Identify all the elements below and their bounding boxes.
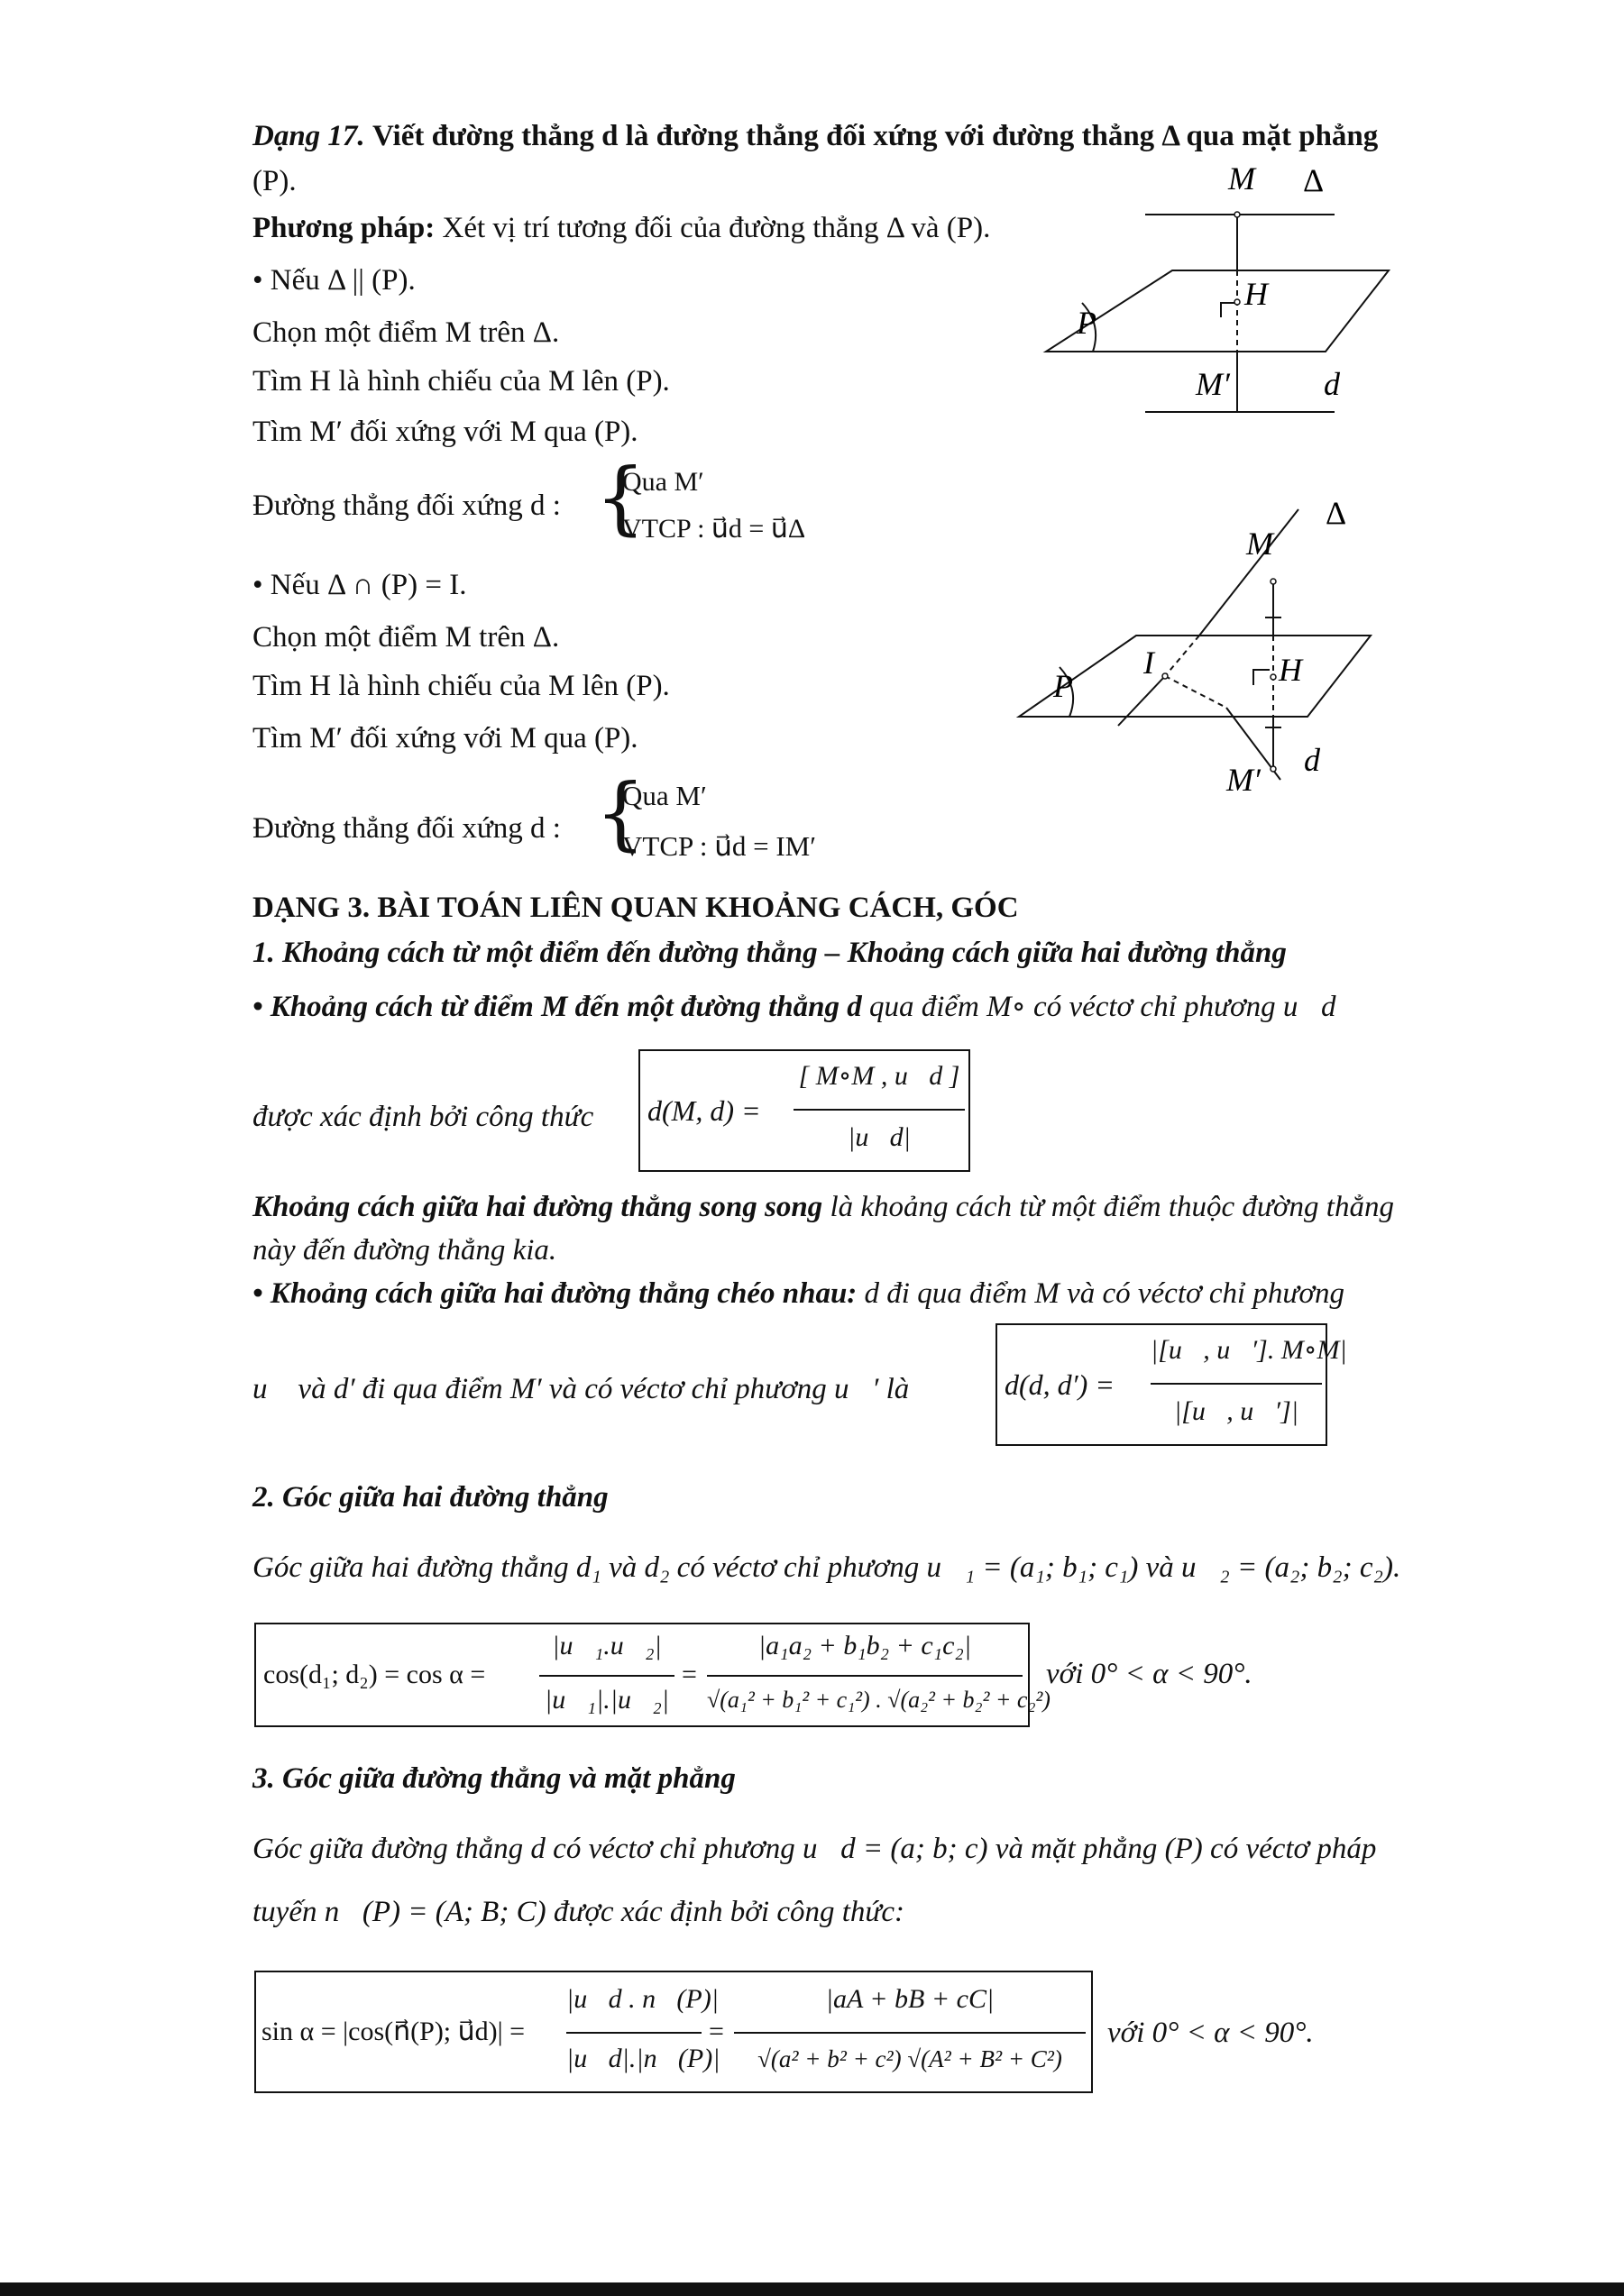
label-M-fig2: M (1246, 526, 1273, 562)
right-angle-mark-fig1 (1221, 303, 1235, 317)
section2-title: 2. Góc giữa hai đường thẳng (252, 1481, 609, 1514)
f4-numerator1: |u⃗d . n⃗(P)| (566, 1984, 719, 2014)
case2-head: • Nếu Δ ∩ (P) = I. (252, 569, 467, 601)
f2-lhs: d(d, d′) = (1005, 1368, 1115, 1401)
label-Mprime-fig1: M′ (1196, 366, 1230, 402)
s1-paragraph5 (252, 1275, 1344, 1313)
f3-denominator1: |u⃗₁|.|u⃗₂| (544, 1685, 670, 1715)
section3-title: 3. Góc giữa đường thẳng và mặt phẳng (252, 1762, 736, 1795)
label-I-fig2: I (1143, 645, 1154, 681)
case1-line2: Tìm H là hình chiếu của M lên (P). (252, 365, 670, 398)
f3-condition: với 0° < α < 90°. (1046, 1658, 1252, 1690)
f4-numerator2: |aA + bB + cC| (825, 1984, 995, 2014)
s1-paragraph3 (252, 1188, 1394, 1226)
dang17-title-cont: (P). (252, 165, 297, 197)
formula-angle-two-lines: cos(d₁; d₂) = cos α = |u⃗₁.u⃗₂| |u⃗₁|.|u⃗₂| = |a₁a₂ + b₁b₂ + c₁c₂| √(a₁² + b₁² + c₁²) . √(a₂² + b₂² + c₂²) (254, 1623, 1030, 1727)
f4-denominator1: |u⃗d|.|n⃗(P)| (566, 2044, 720, 2073)
method-label: Phương pháp: (252, 212, 436, 244)
section1-title: 1. Khoảng cách từ một điểm đến đường thẳng – Khoảng cách giữa hai đường thẳng (252, 937, 1287, 969)
case2-brace: { (595, 766, 646, 859)
case1-system-row1: Qua M′ (622, 467, 704, 497)
f3-numerator1: |u⃗₁.u⃗₂| (552, 1631, 662, 1660)
label-P-fig2: P (1053, 668, 1073, 704)
f3-lhs: cos(d₁; d₂) = cos α = (263, 1660, 486, 1689)
s3-paragraph2: tuyến n⃗(P) = (A; B; C) được xác định bởi công thức: (252, 1896, 905, 1928)
s1-paragraph2: được xác định bởi công thức (252, 1101, 594, 1133)
f1-denominator: |u⃗d| (848, 1122, 911, 1152)
s1-p5-bold: • Khoảng cách giữa hai đường thẳng chéo nhau: (252, 1277, 858, 1310)
case1-line4: Đường thẳng đối xứng d : (252, 489, 561, 522)
page-bottom-bar (0, 2282, 1624, 2296)
s1-paragraph1 (252, 988, 1336, 1026)
case1-head: • Nếu Δ || (P). (252, 264, 416, 297)
f4-lhs: sin α = |cos(n⃗(P); u⃗d)| = (261, 2017, 526, 2046)
case1-line3: Tìm M′ đối xứng với M qua (P). (252, 416, 638, 448)
figure-intersect (1010, 491, 1407, 816)
f1-numerator: [ M∘M , u⃗d ] (798, 1061, 960, 1091)
f3-denominator2: √(a₁² + b₁² + c₁²) . √(a₂² + b₂² + c₂²) (707, 1687, 1051, 1713)
s3-paragraph1: Góc giữa đường thẳng d có véctơ chỉ phương u⃗d = (a; b; c) và mặt phẳng (P) có véctơ pháp (252, 1833, 1377, 1865)
s1-p3-rest: là khoảng cách từ một điểm thuộc đường thẳng (830, 1191, 1394, 1223)
method-line (252, 209, 990, 247)
f2-denominator: |[u⃗, u⃗′]| (1173, 1396, 1299, 1426)
label-P-fig1: P (1077, 305, 1096, 341)
dang17-title-text: Viết đường thẳng d là đường thẳng đối xứng với đường thẳng Δ qua mặt phẳng (372, 120, 1379, 152)
label-H-fig1: H (1244, 276, 1268, 312)
formula-point-line-distance (638, 1049, 970, 1172)
plane-p-fig1 (1046, 270, 1389, 352)
dang17-title (252, 117, 1378, 155)
case2-line4: Đường thẳng đối xứng d : (252, 812, 561, 845)
s2-paragraph1: Góc giữa hai đường thẳng d₁ và d₂ có véctơ chỉ phương u⃗₁ = (a₁; b₁; c₁) và u⃗₂ = (a₂; b₂; c₂). (252, 1551, 1401, 1584)
case2-line2: Tìm H là hình chiếu của M lên (P). (252, 670, 670, 702)
label-delta-fig2: Δ (1326, 495, 1347, 531)
label-d-fig2: d (1304, 742, 1320, 778)
case2-system-row1: Qua M′ (622, 780, 707, 811)
s1-p5-rest: d đi qua điểm M và có véctơ chỉ phương (864, 1277, 1345, 1310)
case1-line1: Chọn một điểm M trên Δ. (252, 316, 560, 349)
s1-p3-bold: Khoảng cách giữa hai đường thẳng song song (252, 1191, 823, 1223)
f4-condition: với 0° < α < 90°. (1107, 2017, 1314, 2049)
label-Mprime-fig2: M′ (1226, 762, 1261, 798)
method-text: Xét vị trí tương đối của đường thẳng Δ và (P). (442, 212, 991, 244)
label-M-fig1: M (1228, 160, 1255, 197)
formula-angle-line-plane: sin α = |cos(n⃗(P); u⃗d)| = |u⃗d . n⃗(P)| |u⃗d|.|n⃗(P)| = |aA + bB + cC| √(a² + b² + c²) √(A² + B² + C²) (254, 1971, 1093, 2093)
s1-p1-bold: • Khoảng cách từ điểm M đến một đường thẳng d (252, 991, 862, 1023)
f3-numerator2: |a₁a₂ + b₁b₂ + c₁c₂| (757, 1631, 972, 1660)
case2-line3: Tìm M′ đối xứng với M qua (P). (252, 722, 638, 755)
formula-skew-lines-distance (996, 1323, 1347, 1446)
label-H-fig2: H (1279, 652, 1302, 688)
label-delta-fig1: Δ (1303, 162, 1325, 198)
dang17-title-label: Dạng 17. (252, 120, 365, 152)
figure-parallel (1028, 153, 1407, 442)
case1-system-row2: VTCP : u⃗d = u⃗Δ (622, 514, 806, 544)
f1-lhs: d(M, d) = (647, 1094, 761, 1127)
f2-numerator: |[u⃗, u⃗′]. M∘M| (1151, 1335, 1347, 1365)
case2-line1: Chọn một điểm M trên Δ. (252, 621, 560, 654)
case2-system-row2: VTCP : u⃗d = IM′ (622, 830, 817, 862)
f4-denominator2: √(a² + b² + c²) √(A² + B² + C²) (757, 2045, 1062, 2072)
s1-paragraph4: này đến đường thẳng kia. (252, 1234, 557, 1267)
label-d-fig1: d (1324, 366, 1340, 402)
s1-paragraph6: u⃗ và d′ đi qua điểm M′ và có véctơ chỉ phương u⃗′ là (252, 1373, 910, 1405)
dang3-heading: DẠNG 3. BÀI TOÁN LIÊN QUAN KHOẢNG CÁCH, GÓC (252, 892, 1019, 924)
line-d-fig2 (1165, 676, 1226, 708)
s1-p1-rest: qua điểm M∘ có véctơ chỉ phương u⃗d (868, 991, 1336, 1023)
case1-brace: { (595, 451, 646, 544)
